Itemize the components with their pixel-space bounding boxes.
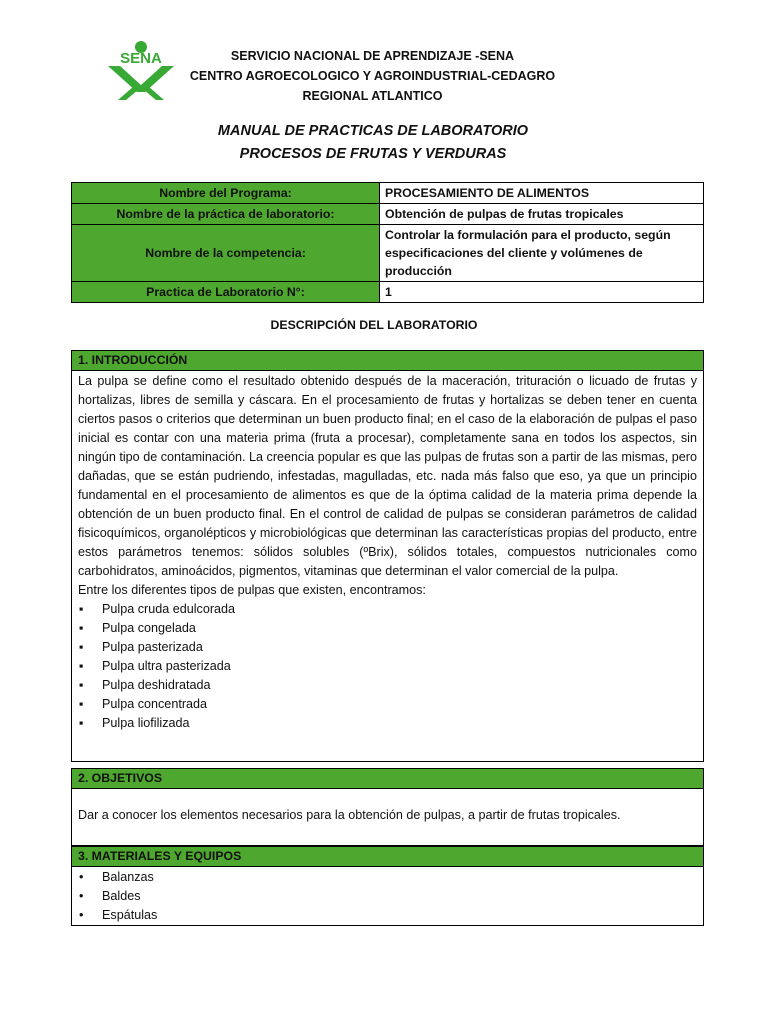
bullet-icon: ▪ — [79, 659, 84, 673]
row-label: Nombre del Programa: — [72, 183, 380, 204]
intro-paragraph: La pulpa se define como el resultado obtenido después de la maceración, trituración o licuado de frutas y hortalizas, libres de semilla y cáscara. En el procesamiento de frutas y hortalizas se deben tener en cuenta ciertos pasos o criterios que determinan un buen producto final; en el caso de la elaboración de pulpas el paso inicial es contar con una materia prima (fruta a procesar), completamente sana en todos los aspectos, sin ningún tipo de contaminación. La creencia popular es que las pulpas de frutas son a partir de las mismas, pero dañadas, que se están pudriendo, infestadas, magulladas, etc. nada más falso que eso, ya que un principio fundamental en el procesamiento de alimentos es que de la óptima calidad de la materia prima depende la obtención de un buen producto final. En el control de calidad de pulpas se consideran parámetros de calidad fisicoquímicos, organolépticos y microbiológicas que determinan las características propias del producto, entre estos parámetros tenemos: sólidos solubles (ºBrix), sólidos totales, compuestos nutricionales como carbohidratos, aminoácidos, pigmentos, vitaminas que determinan el valor comercial de la pulpa. — [78, 374, 697, 578]
table-row — [72, 183, 704, 204]
section-body — [72, 371, 703, 734]
bullet-icon: • — [79, 870, 84, 884]
materials-list — [78, 868, 697, 925]
section-heading: 2. OBJETIVOS — [72, 769, 703, 789]
pulp-types-list — [78, 600, 697, 733]
org-line-2: CENTRO AGROECOLOGICO Y AGROINDUSTRIAL-CEDAGRO — [189, 69, 556, 83]
bullet-icon: ▪ — [79, 697, 84, 711]
section-body — [72, 867, 703, 926]
list-intro: Entre los diferentes tipos de pulpas que existen, encontramos: — [78, 583, 426, 597]
row-value: Obtención de pulpas de frutas tropicales — [380, 204, 704, 225]
table-row — [72, 204, 704, 225]
description-title: DESCRIPCIÓN DEL LABORATORIO — [270, 318, 478, 332]
section-heading: 1. INTRODUCCIÓN — [72, 351, 703, 371]
org-line-1: SERVICIO NACIONAL DE APRENDIZAJE -SENA — [230, 49, 515, 63]
list-item: ▪ Pulpa liofilizada — [78, 714, 697, 733]
logo-text: SENA — [120, 50, 162, 67]
objectives-text: Dar a conocer los elementos necesarios para la obtención de pulpas, a partir de frutas tropicales. — [78, 808, 621, 822]
objectives-section — [71, 768, 704, 846]
title-line-2: PROCESOS DE FRUTAS Y VERDURAS — [239, 146, 507, 162]
bullet-icon: ▪ — [79, 640, 84, 654]
list-item: • Balanzas — [78, 868, 697, 887]
row-label: Practica de Laboratorio N°: — [72, 282, 380, 303]
row-label: Nombre de la práctica de laboratorio: — [72, 204, 380, 225]
bullet-icon: ▪ — [79, 602, 84, 616]
list-item: • Baldes — [78, 887, 697, 906]
section-heading: 3. MATERIALES Y EQUIPOS — [72, 847, 703, 867]
list-item: ▪ Pulpa ultra pasterizada — [78, 657, 697, 676]
list-item: ▪ Pulpa concentrada — [78, 695, 697, 714]
organization-header — [180, 46, 565, 106]
bullet-icon: • — [79, 889, 84, 903]
table-row — [72, 282, 704, 303]
manual-title — [0, 120, 746, 166]
title-line-1: MANUAL DE PRACTICAS DE LABORATORIO — [217, 123, 529, 139]
list-item: ▪ Pulpa congelada — [78, 619, 697, 638]
list-item: ▪ Pulpa deshidratada — [78, 676, 697, 695]
list-item: ▪ Pulpa cruda edulcorada — [78, 600, 697, 619]
org-line-3: REGIONAL ATLANTICO — [302, 89, 443, 103]
table-row — [72, 225, 704, 282]
bullet-icon: ▪ — [79, 621, 84, 635]
introduction-section — [71, 350, 704, 762]
row-value: PROCESAMIENTO DE ALIMENTOS — [380, 183, 704, 204]
bullet-icon: ▪ — [79, 678, 84, 692]
bullet-icon: • — [79, 908, 84, 922]
materials-section — [71, 846, 704, 926]
program-info-table — [71, 182, 704, 303]
row-value: Controlar la formulación para el producto, según especificaciones del cliente y volúmenes de producción — [380, 225, 704, 282]
row-label: Nombre de la competencia: — [72, 225, 380, 282]
bullet-icon: ▪ — [79, 716, 84, 730]
row-value: 1 — [380, 282, 704, 303]
sena-logo — [104, 40, 178, 102]
list-item: • Espátulas — [78, 906, 697, 925]
list-item: ▪ Pulpa pasterizada — [78, 638, 697, 657]
